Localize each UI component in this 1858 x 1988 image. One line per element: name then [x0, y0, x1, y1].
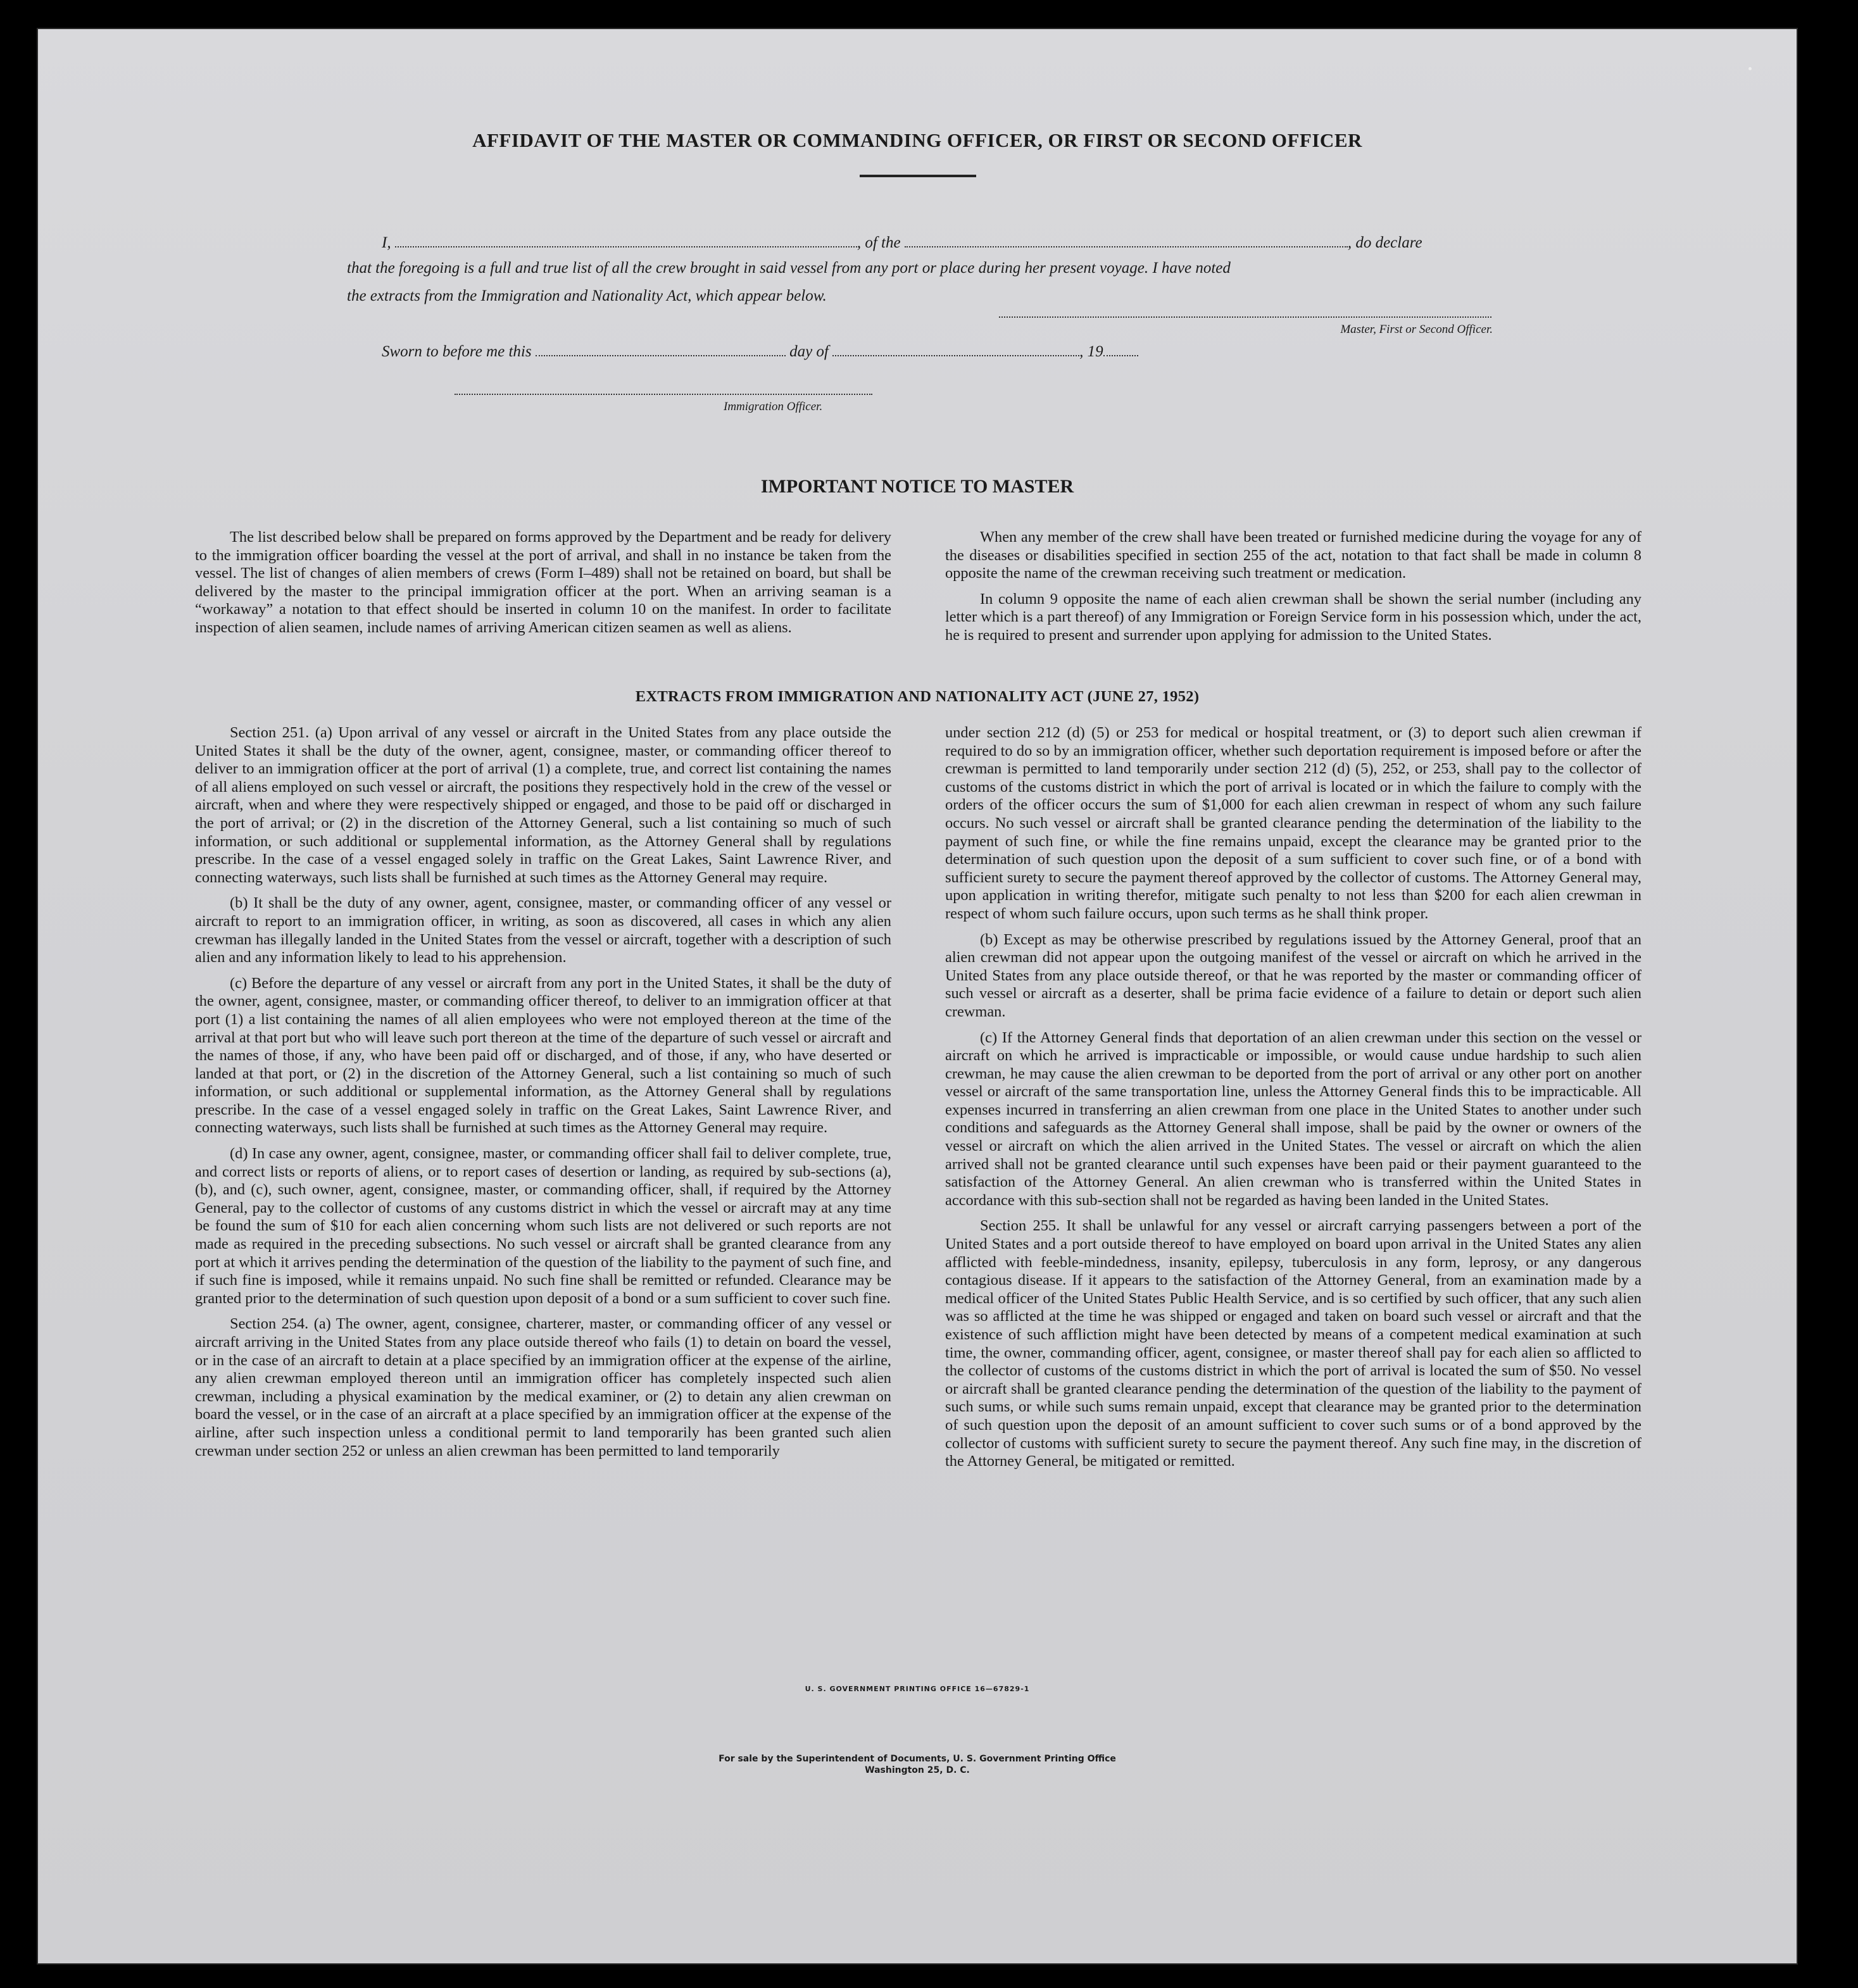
- sworn-prefix: Sworn to before me this: [382, 343, 532, 360]
- declaration-i: I,: [382, 234, 391, 251]
- extract-paragraph: Section 255. It shall be unlawful for any vessel or aircraft carrying passengers between a port of the United States and a port outside thereof to have employed on board upon arrival in the United States any alien afflicted with feeble-mindedness, insanity, epilepsy, tuberculosis in any form, leprosy, or any dangerous contagious disease. If it appears to the satisfaction of the Attorney General, from an examination made by a medical officer of the United States Public Health Service, and is so certified by such officer, that any such alien was so afflicted at the time he was shipped or engaged and taken on board such vessel or aircraft and that the existence of such affliction might have been detected by means of a competent medical examination at such time, the owner, commanding officer, agent, consignee, or master thereof shall pay for each alien so afflicted to the collector of customs of the customs district in which the port of arrival is located the sum of $50. No vessel or aircraft shall be granted clearance pending the determination of the question of the liability to the payment of such sums, or while such sums remain unpaid, except that clearance may be granted prior to the determination of such question upon the deposit of an amount sufficient to cover such sums or of a bond approved by the collector of customs with sufficient surety to secure the payment thereof. Any such fine may, in the discretion of the Attorney General, be mitigated or remitted.: [945, 1217, 1641, 1470]
- statement-line-2: the extracts from the Immigration and Nationality Act, which appear below.: [347, 287, 827, 304]
- name-field[interactable]: [395, 246, 857, 247]
- for-sale-line-2: Washington 25, D. C.: [865, 1765, 970, 1775]
- notice-paragraph: The list described below shall be prepared on forms approved by the Department and be ready for delivery to the immigration officer boarding the vessel at the port of arrival, and shall in no instance be taken from the vessel. The list of changes of alien members of crews (Form I–489) shall not be retained on board, but shall be delivered by the master to the principal immigration officer at the port. When an arriving seaman is a “workaway” a notation to that effect should be inserted in column 10 on the manifest. In order to facilitate inspection of alien seamen, include names of arriving American citizen seamen as well as aliens.: [195, 528, 891, 636]
- sworn-year: , 19: [1079, 343, 1103, 360]
- notice-paragraph: In column 9 opposite the name of each alien crewman shall be shown the serial number (including any letter which is a part thereof) of any Immigration or Foreign Service form in his possession which, under the act, he is required to present and surrender upon applying for admission to the United States.: [945, 590, 1641, 644]
- declaration-do-declare: , do declare: [1347, 234, 1422, 251]
- sworn-day-field[interactable]: [536, 354, 786, 356]
- extract-paragraph: (b) Except as may be otherwise prescribed by regulations issued by the Attorney General, proof that an alien crewman did not appear upon the outgoing manifest of the vessel or aircraft on which he arrived in the United States from any place outside thereof, or that he was reported by the master or commanding officer of such vessel or aircraft as a deserter, shall be prima facie evidence of a failure to detain or deport such alien crewman.: [945, 930, 1641, 1020]
- document-page: [37, 28, 1798, 1965]
- statement-line-1: that the foregoing is a full and true list of all the crew brought in said vessel from any port or place during her present voyage. I have noted: [347, 259, 1231, 277]
- declaration-line: [382, 234, 1534, 252]
- notice-right-column: [945, 528, 1641, 653]
- sworn-line: [382, 343, 1268, 361]
- sworn-year-field[interactable]: [1103, 354, 1138, 356]
- sworn-day-of: day of: [789, 343, 829, 360]
- notice-left-column: [195, 528, 891, 645]
- gpo-imprint: U. S. GOVERNMENT PRINTING OFFICE 16—67829-1: [805, 1685, 1030, 1693]
- immigration-officer-signature-line[interactable]: [455, 394, 872, 395]
- extract-paragraph: Section 251. (a) Upon arrival of any vessel or aircraft in the United States from any place outside the United States it shall be the duty of the owner, agent, consignee, master, or commanding officer thereof to deliver to an immigration officer at the port of arrival (1) a complete, true, and correct list containing the names of all aliens employed on such vessel or aircraft, the positions they respectively hold in the crew of the vessel or aircraft, when and where they were respectively shipped or engaged, and those to be paid off or discharged in the port of arrival; or (2) in the discretion of the Attorney General, such a list containing so much of such information, or such additional or supplemental information, as the Attorney General shall by regulations prescribe. In the case of a vessel engaged solely in traffic on the Great Lakes, Saint Lawrence River, and connecting waterways, such lists shall be furnished at such times as the Attorney General may require.: [195, 724, 891, 886]
- extract-paragraph: (d) In case any owner, agent, consignee, master, or commanding officer shall fail to deliver complete, true, and correct lists or reports of aliens, or to report cases of desertion or landing, as required by sub-sections (a), (b), and (c), such owner, agent, consignee, master, or commanding officer, shall, if required by the Attorney General, pay to the collector of customs of any customs district in which the vessel or aircraft may at any time be found the sum of $10 for each alien concerning whom such lists are not delivered or such reports are not made as required in the preceding subsections. No such vessel or aircraft shall be granted clearance from any port at which it arrives pending the determination of the question of the liability to the payment of such fine, and if such fine is imposed, while it remains unpaid. No such fine shall be remitted or refunded. Clearance may be granted prior to the determination of such question upon deposit of a bond or a sum sufficient to cover such fine.: [195, 1145, 891, 1307]
- for-sale-line-1: For sale by the Superintendent of Documents, U. S. Government Printing Office: [719, 1754, 1116, 1764]
- notice-title: IMPORTANT NOTICE TO MASTER: [760, 476, 1074, 497]
- extract-paragraph: Section 254. (a) The owner, agent, consignee, charterer, master, or commanding officer of any vessel or aircraft arriving in the United States from any place outside thereof who fails (1) to detain on board the vessel, or in the case of an aircraft to detain at a place specified by an immigration officer at the expense of the airline, any alien crewman employed thereon until an immigration officer has completely inspected such alien crewman, including a physical examination by the medical examiner, or (2) to detain any alien crewman on board the vessel, or in the case of an aircraft at a place specified by an immigration officer at the expense of the airline, after such inspection unless a conditional permit to land temporarily has been granted such alien crewman under section 252 or unless an alien crewman has been permitted to land temporarily: [195, 1315, 891, 1460]
- immigration-officer-label: Immigration Officer.: [724, 400, 823, 413]
- extracts-title: EXTRACTS FROM IMMIGRATION AND NATIONALITY ACT (JUNE 27, 1952): [635, 688, 1200, 705]
- declaration-of-the: , of the: [857, 234, 901, 251]
- affidavit-title: AFFIDAVIT OF THE MASTER OR COMMANDING OFFICER, OR FIRST OR SECOND OFFICER: [472, 129, 1362, 151]
- extracts-left-column: [195, 724, 891, 1468]
- extracts-right-column: [945, 724, 1641, 1478]
- scan-speck: [1748, 67, 1752, 70]
- master-signature-line[interactable]: [999, 316, 1491, 318]
- extract-paragraph: (b) It shall be the duty of any owner, agent, consignee, master, or commanding officer of any vessel or aircraft to report to an immigration officer, in writing, as soon as discovered, all cases in which any alien crewman has illegally landed in the United States from the vessel or aircraft, together with a description of such alien and any information likely to lead to his apprehension.: [195, 894, 891, 966]
- notice-paragraph: When any member of the crew shall have been treated or furnished medicine during the voyage for any of the diseases or disabilities specified in section 255 of the act, notation to that fact shall be made in column 8 opposite the name of the crewman receiving such treatment or medication.: [945, 528, 1641, 582]
- extract-paragraph: (c) If the Attorney General finds that deportation of an alien crewman under this section on the vessel or aircraft on which he arrived is impracticable or impossible, or would cause undue hardship to such alien crewman, he may cause the alien crewman to be deported from the port of arrival or any other port on another vessel or aircraft of the same transportation line, unless the Attorney General finds this to be impracticable. All expenses incurred in transferring an alien crewman from one place in the United States to another under such conditions and safeguards as the Attorney General shall impose, shall be paid by the owner or owners of the vessel or aircraft on which the alien arrived in the United States. The vessel or aircraft on which the alien arrived shall not be granted clearance until such expenses have been paid or their payment guaranteed to the satisfaction of the Attorney General. An alien crewman who is transferred within the United States in accordance with this sub-section shall not be regarded as having been landed in the United States.: [945, 1028, 1641, 1209]
- title-underline: [860, 175, 976, 177]
- extract-paragraph: under section 212 (d) (5) or 253 for medical or hospital treatment, or (3) to deport such alien crewman if required to do so by an immigration officer, whether such deportation requirement is imposed before or after the crewman is permitted to land temporarily under section 212 (d) (5), 252, or 253, shall pay to the collector of customs of the customs district in which the port of arrival is located or in which the failure to comply with the orders of the officer occurs the sum of $1,000 for each alien crewman in respect of whom any such failure occurs. No such vessel or aircraft shall be granted clearance pending the determination of the liability to the payment of such fine, or while the fine remains unpaid, except the clearance may be granted prior to the determination of such question upon the deposit of a sum sufficient to cover such fine, or of a bond with sufficient surety to secure the payment thereof approved by the collector of customs. The Attorney General may, upon application in writing therefor, mitigate such penalty to not less than $200 for each alien crewman in respect of whom such failure occurs, upon such terms as he shall think proper.: [945, 724, 1641, 922]
- extract-paragraph: (c) Before the departure of any vessel or aircraft from any port in the United States, it shall be the duty of the owner, agent, consignee, master, or commanding officer thereof, to deliver to an immigration officer at that port (1) a list containing the names of all alien employees who were not employed thereon at the time of the arrival at that port but who will leave such port thereon at the time of the departure of such vessel or aircraft and the names of those, if any, who have been paid off or discharged, and of those, if any, who have deserted or landed at that port, or (2) in the discretion of the Attorney General, such a list containing so much of such information, or such additional or supplemental information, as the Attorney General shall by regulations prescribe. In the case of a vessel engaged solely in traffic on the Great Lakes, Saint Lawrence River, and connecting waterways, such lists shall be furnished at such times as the Attorney General may require.: [195, 974, 891, 1137]
- master-signature-label: Master, First or Second Officer.: [1340, 323, 1493, 336]
- sworn-month-field[interactable]: [832, 354, 1079, 356]
- vessel-field[interactable]: [905, 246, 1348, 247]
- for-sale-notice: [37, 1753, 1798, 1776]
